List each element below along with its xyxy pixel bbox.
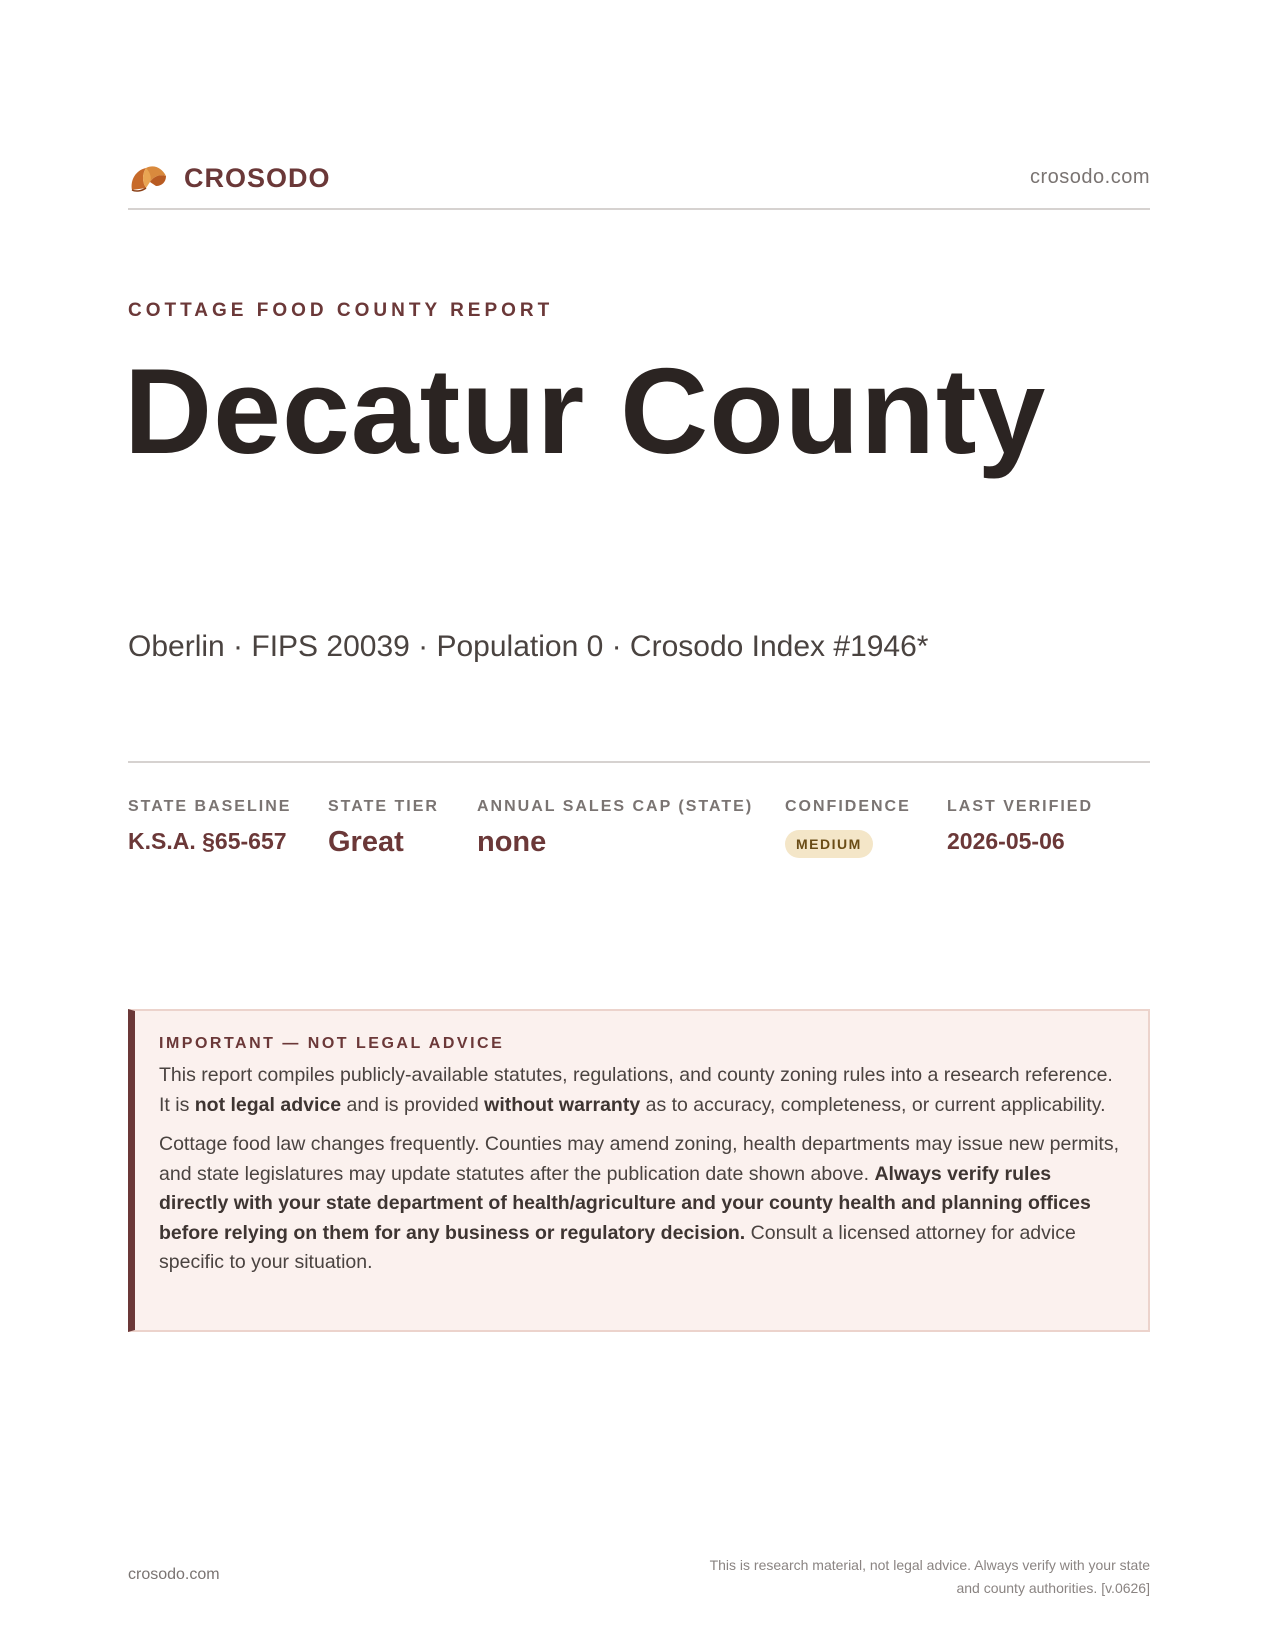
stat-label: ANNUAL SALES CAP (STATE) (477, 798, 754, 815)
legal-notice (128, 1009, 1150, 1332)
stat-state-baseline (128, 798, 291, 855)
stat-state-tier (328, 798, 439, 859)
stat-value: 2026-05-06 (947, 828, 1065, 854)
notice-text: as to accuracy, completeness, or current applicability. (640, 1093, 1106, 1116)
notice-text: Cottage food law changes frequently. Counties may amend zoning, health departments may issue new permits, and state legislatures may update statutes after the publication date shown above. (159, 1133, 1119, 1185)
site-url-link[interactable]: crosodo.com (1030, 166, 1150, 188)
stat-label: LAST VERIFIED (947, 798, 1094, 815)
page-header (128, 158, 1150, 210)
croissant-icon (128, 160, 168, 196)
notice-heading: IMPORTANT — NOT LEGAL ADVICE (159, 1035, 505, 1052)
stat-label: STATE TIER (328, 798, 439, 815)
footer-disclaimer (710, 1554, 1150, 1600)
notice-paragraph-2 (159, 1130, 1122, 1278)
page-title: Decatur County (124, 343, 1047, 479)
confidence-badge: MEDIUM (785, 830, 873, 858)
county-meta-line: Oberlin · FIPS 20039 · Population 0 · Crosodo Index #1946* (128, 630, 929, 663)
footer-disclaimer-line-1: This is research material, not legal advice. Always verify with your state (709, 1557, 1150, 1573)
stat-annual-sales-cap (477, 798, 753, 859)
stat-last-verified (947, 798, 1093, 855)
stat-label: CONFIDENCE (785, 798, 911, 815)
stat-value: Great (328, 826, 404, 858)
stat-value: K.S.A. §65-657 (128, 828, 287, 854)
stat-value: none (477, 826, 547, 858)
notice-emphasis: not legal advice (194, 1093, 342, 1116)
notice-emphasis: Always verify rules directly with your state department of health/agriculture and your county health and planning offices before relying on them for any business or regulatory decision. (159, 1162, 1091, 1244)
footer-site-url[interactable]: crosodo.com (128, 1566, 220, 1583)
stat-confidence (785, 798, 911, 858)
notice-text: This report compiles publicly-available statutes, regulations, and county zoning rules into a research reference. It is (159, 1064, 1113, 1116)
footer-disclaimer-line-2: and county authorities. [v.0626] (956, 1580, 1150, 1596)
report-eyebrow: COTTAGE FOOD COUNTY REPORT (128, 300, 554, 321)
stats-row (128, 798, 1150, 878)
brand-name: CROSODO (184, 162, 331, 193)
notice-emphasis: without warranty (484, 1093, 641, 1116)
stat-label: STATE BASELINE (128, 798, 292, 815)
brand[interactable] (128, 160, 331, 196)
section-divider (128, 761, 1150, 763)
notice-text: and is provided (341, 1093, 485, 1116)
notice-text: Consult a licensed attorney for advice specific to your situation. (159, 1221, 1076, 1273)
notice-paragraph-1 (159, 1061, 1122, 1120)
